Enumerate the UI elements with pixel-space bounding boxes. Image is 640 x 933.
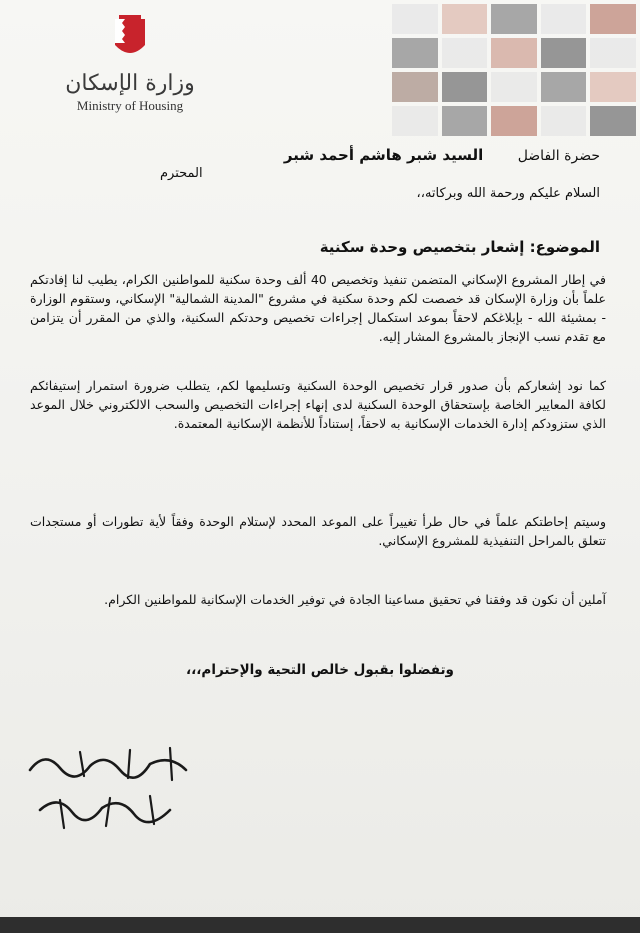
paragraph-requirements: كما نود إشعاركم بأن صدور قرار تخصيص الوحدة السكنية وتسليمها لكم، يتطلب ضرورة استمرار إستيفائكم لكافة المعايير الخاصة بإستحقاق الوحدة السكنية لدى إنهاء إجراءات التخصيص والسحب الالكتروني خلال الموعد الذي ستزودكم إدارة الخدمات الإسكانية به لاحقاً، إستناداً للأنظمة الإسكانية المعتمدة. <box>30 378 606 431</box>
bahrain-emblem-icon <box>111 15 149 61</box>
minister-signature <box>10 740 200 850</box>
ministry-name-english: Ministry of Housing <box>76 98 184 113</box>
paragraph-allocation: في إطار المشروع الإسكاني المتضمن تنفيذ وتخصيص 40 ألف وحدة سكنية للمواطنين الكرام، يطيب لنا إفادتكم علماً بأن وزارة الإسكان قد خصصت لكم وحدة سكنية في مشروع "المدينة الشمالية" الإسكاني، وستقوم الوزارة - بمشيئة الله - بإبلاغكم لاحقاً بموعد استكمال إجراءات تخصيص وحدتكم السكنية، والذي من المقرر أن يتزامن مع تقدم نسب الإنجاز بالمشروع المشار إليه. <box>30 272 606 344</box>
greeting: السلام عليكم ورحمة الله وبركاته،، <box>416 186 600 201</box>
addressee-line <box>284 146 600 164</box>
addressee-honorific: المحترم <box>160 166 203 181</box>
page-bottom-edge <box>0 917 640 933</box>
paragraph-hope: آملين أن نكون قد وفقنا في تحقيق مساعينا الجادة في توفير الخدمات الإسكانية للمواطنين الكرام. <box>104 592 606 607</box>
paragraph-changes: وسيتم إحاطتكم علماً في حال طرأ تغييراً على الموعد المحدد لإستلام الوحدة وفقاً لأية تطورات أو مستجدات تتعلق بالمراحل التنفيذية للمشروع الإسكاني. <box>30 514 606 548</box>
addressee-prefix: حضرة الفاضل <box>517 148 600 164</box>
ministry-logo <box>60 15 200 114</box>
addressee-name: السيد شبر هاشم أحمد شبر <box>283 146 484 164</box>
closing-line: وتفضلوا بقبول خالص التحية والإحترام،،، <box>186 662 454 678</box>
letter-subject: الموضوع: إشعار بتخصيص وحدة سكنية <box>319 238 600 256</box>
header-photo-collage <box>380 0 640 140</box>
ministry-name-arabic: وزارة الإسكان <box>65 71 195 96</box>
